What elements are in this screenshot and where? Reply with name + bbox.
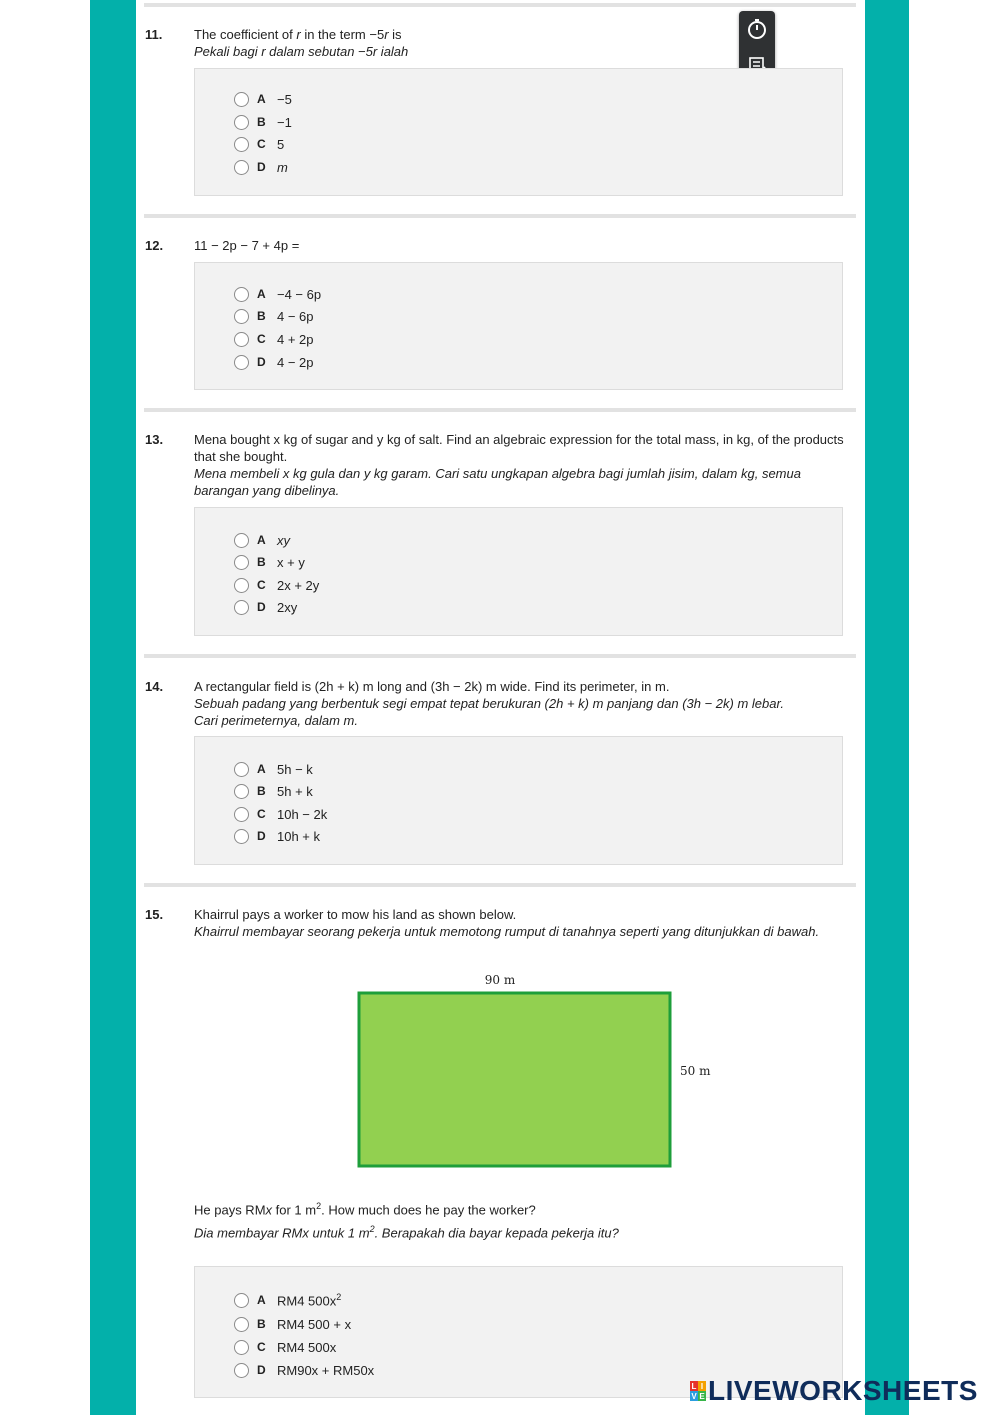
- question-14-malay-line-2: Cari perimeternya, dalam m.: [194, 713, 358, 728]
- question-13-malay: Mena membeli x kg gula dan y kg garam. Cari satu ungkapan algebra bagi jumlah jisim, dalam kg, semua barangan yang dibelinya.: [194, 466, 801, 498]
- divider: [144, 214, 856, 218]
- pay-statement-malay: Dia membayar RMx untuk 1 $m^2$. Berapakah dia bayar kepada pekerja itu?: [194, 1224, 619, 1241]
- question-12-options: [194, 262, 843, 390]
- radio-button[interactable]: [234, 355, 249, 370]
- liveworksheets-mark-icon: L I V E: [691, 1381, 705, 1401]
- option-a[interactable]: A −5: [234, 90, 292, 108]
- option-d[interactable]: D 10h + k: [234, 827, 320, 845]
- question-11-text: [194, 26, 856, 60]
- right-teal-band: [865, 0, 909, 1415]
- question-15-number: 15.: [145, 907, 164, 922]
- question-15-malay: Khairrul membayar seorang pekerja untuk memotong rumput di tanahnya seperti yang ditunjukkan di bawah.: [194, 924, 820, 939]
- radio-button[interactable]: [234, 1317, 249, 1332]
- option-c[interactable]: C RM4 500x: [234, 1338, 336, 1356]
- question-14-options: [194, 736, 843, 865]
- option-a[interactable]: A 5h − k: [234, 760, 313, 778]
- option-b[interactable]: B −1: [234, 113, 292, 131]
- question-11-number: 11.: [145, 27, 163, 42]
- divider: [144, 883, 856, 887]
- radio-button[interactable]: [234, 555, 249, 570]
- question-13-number: 13.: [145, 432, 164, 447]
- radio-button[interactable]: [234, 137, 249, 152]
- liveworksheets-logo: [690, 1373, 978, 1409]
- left-teal-band: [90, 0, 136, 1415]
- option-c[interactable]: C 5: [234, 135, 284, 153]
- question-14-text: [194, 678, 856, 729]
- logo-wordmark: LIVEWORKSHEETS: [708, 1375, 978, 1406]
- radio-button[interactable]: [234, 115, 249, 130]
- question-12-number: 12.: [145, 238, 164, 253]
- length-label: 90 m: [484, 973, 516, 987]
- option-a[interactable]: A xy: [234, 531, 290, 549]
- option-c[interactable]: C 10h − 2k: [234, 805, 327, 823]
- radio-button[interactable]: [234, 829, 249, 844]
- rectangular-field: [359, 993, 670, 1166]
- question-13-text: [194, 431, 856, 499]
- question-11-options: [194, 68, 843, 196]
- question-15-text: [194, 906, 856, 940]
- radio-button[interactable]: [234, 1340, 249, 1355]
- width-label: 50 m: [680, 1064, 711, 1078]
- option-b[interactable]: B x + y: [234, 553, 305, 571]
- radio-button[interactable]: [234, 784, 249, 799]
- option-d[interactable]: D 4 − 2p: [234, 353, 314, 371]
- option-b[interactable]: B 4 − 6p: [234, 307, 314, 325]
- option-d[interactable]: D 2xy: [234, 598, 297, 616]
- option-b[interactable]: B 5h + k: [234, 782, 313, 800]
- radio-button[interactable]: [234, 1363, 249, 1378]
- divider: [144, 654, 856, 658]
- radio-button[interactable]: [234, 309, 249, 324]
- radio-button[interactable]: [234, 1293, 249, 1308]
- question-14-malay-line-1: Sebuah padang yang berbentuk segi empat tepat berukuran (2h + k) m panjang dan (3h − 2k) m lebar.: [194, 696, 784, 711]
- question-15-english: Khairrul pays a worker to mow his land as shown below.: [194, 907, 517, 922]
- question-13-options: [194, 507, 843, 636]
- question-14-number: 14.: [145, 679, 164, 694]
- radio-button[interactable]: [234, 533, 249, 548]
- option-a[interactable]: A −4 − 6p: [234, 285, 321, 303]
- question-12-text: 11 − 2p − 7 + 4p =: [194, 238, 300, 253]
- option-a[interactable]: A RM4 $500x^2$: [234, 1291, 341, 1309]
- radio-button[interactable]: [234, 762, 249, 777]
- radio-button[interactable]: [234, 807, 249, 822]
- pay-statement-english: He pays RMx for 1 $m^2$. How much does he pay the worker?: [194, 1201, 536, 1218]
- divider: [144, 408, 856, 412]
- radio-button[interactable]: [234, 160, 249, 175]
- option-b[interactable]: B RM4 500 + x: [234, 1315, 351, 1333]
- question-11-english: The coefficient of r in the term −5r is: [194, 27, 402, 42]
- radio-button[interactable]: [234, 600, 249, 615]
- radio-button[interactable]: [234, 287, 249, 302]
- question-14-english: A rectangular field is (2h + k) m long and (3h − 2k) m wide. Find its perimeter, in m.: [194, 679, 670, 694]
- radio-button[interactable]: [234, 332, 249, 347]
- option-c[interactable]: C 4 + 2p: [234, 330, 314, 348]
- divider: [144, 3, 856, 7]
- question-13-english: Mena bought x kg of sugar and y kg of salt. Find an algebraic expression for the total mass, in kg, of the products that she bought.: [194, 432, 844, 464]
- radio-button[interactable]: [234, 578, 249, 593]
- option-d[interactable]: D RM90x + RM50x: [234, 1361, 374, 1379]
- option-c[interactable]: C 2x + 2y: [234, 576, 319, 594]
- radio-button[interactable]: [234, 92, 249, 107]
- field-diagram: [350, 970, 720, 1170]
- option-d[interactable]: D m: [234, 158, 288, 176]
- question-11-malay: Pekali bagi r dalam sebutan −5r ialah: [194, 44, 409, 59]
